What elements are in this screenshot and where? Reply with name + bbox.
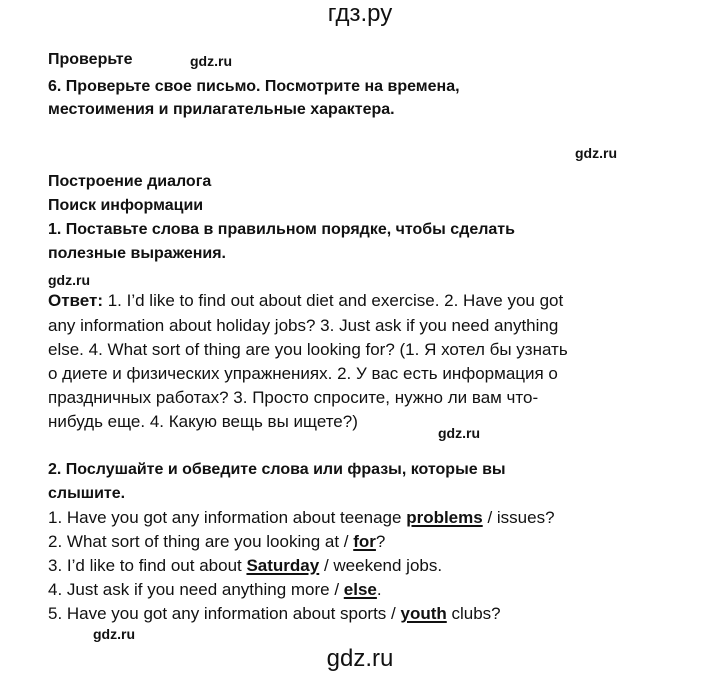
section-title-check: Проверьте [48,51,133,68]
list-item [48,506,555,530]
list-item [48,530,385,554]
watermark: gdz.ru [438,425,480,441]
item-text: 3. I’d like to find out about [48,556,247,575]
item-text: clubs? [446,604,501,623]
list-item [48,554,442,578]
selected-word: youth [400,604,447,623]
task-2-line-2: слышите. [48,485,126,502]
item-text: . [376,580,382,599]
item-text: 4. Just ask if you need anything more / [48,580,344,599]
item-text: / issues? [482,508,555,527]
section-title-dialogue: Построение диалога [48,173,212,190]
selected-word: for [353,532,376,551]
list-item [48,602,501,626]
answer-line-1 [48,289,563,313]
list-item [48,578,382,602]
answer-label: Ответ: [48,291,103,310]
task-1-line-1: 1. Поставьте слова в правильном порядке, чтобы сделать [48,221,515,238]
watermark: gdz.ru [93,626,135,642]
item-text: ? [375,532,386,551]
answer-line-6: нибудь еще. 4. Какую вещь вы ищете?) [48,412,358,431]
task-6-line-2: местоимения и прилагательные характера. [48,101,395,118]
answer-line-2: any information about holiday jobs? 3. Just ask if you need anything [48,316,559,335]
task-2-line-1: 2. Послушайте и обведите слова или фразы, которые вы [48,461,506,478]
item-text: 5. Have you got any information about sports / [48,604,401,623]
item-text: 1. Have you got any information about teenage [48,508,407,527]
answer-line-1-text: 1. I’d like to find out about diet and exercise. 2. Have you got [103,291,564,310]
site-header: гдз.ру [327,0,393,27]
selected-word: problems [406,508,483,527]
item-text: / weekend jobs. [319,556,443,575]
answer-line-4: о диете и физических упражнениях. 2. У вас есть информация о [48,364,558,383]
section-subtitle-info: Поиск информации [48,197,204,214]
selected-word: Saturday [246,556,320,575]
answer-line-5: праздничных работах? 3. Просто спросите, нужно ли вам что- [48,388,539,407]
selected-word: else [343,580,377,599]
watermark: gdz.ru [190,53,232,69]
task-6-line-1: 6. Проверьте свое письмо. Посмотрите на времена, [48,78,460,95]
item-text: 2. What sort of thing are you looking at / [48,532,354,551]
task-1-line-2: полезные выражения. [48,245,226,262]
site-footer: gdz.ru [326,645,394,672]
watermark: gdz.ru [48,272,90,288]
answer-line-3: else. 4. What sort of thing are you looking for? (1. Я хотел бы узнать [48,340,568,359]
watermark: gdz.ru [575,145,617,161]
